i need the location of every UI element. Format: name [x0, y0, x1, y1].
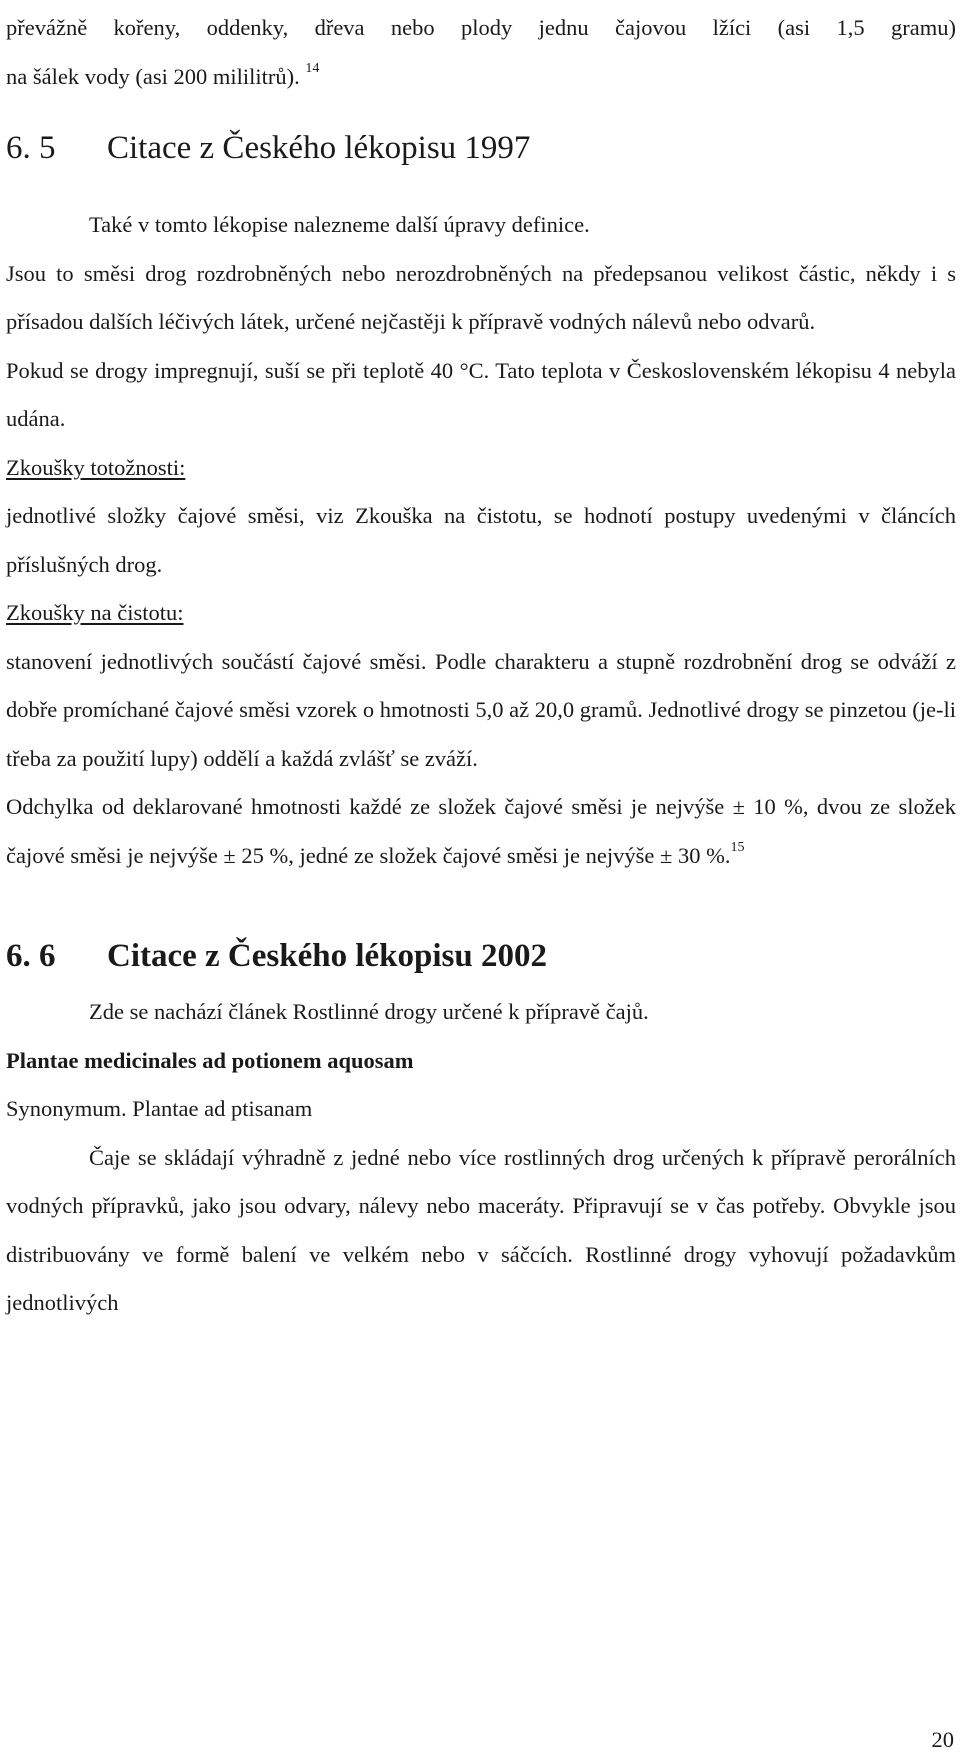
page-number: 20: [931, 1727, 954, 1752]
latin-title: Plantae medicinales ad potionem aquosam: [6, 1047, 414, 1073]
section-6-5-number: 6. 5: [6, 130, 56, 166]
deviation-text-body: Odchylka od deklarované hmotnosti každé ze složek čajové směsi je nejvýše ± 10 %, dvou ze složek čajové směsi je nejvýše ± 25 %, jedné ze složek čajové směsi je nejvýše ± 30 %.: [6, 794, 956, 868]
identity-heading-text: Zkoušky totožnosti:: [6, 454, 186, 480]
synonym-line: Synonymum. Plantae ad ptisanam: [6, 1096, 313, 1121]
section-6-5-lead: Také v tomto lékopise nalezneme další úpravy definice.: [89, 212, 590, 237]
identity-text: jednotlivé složky čajové směsi, viz Zkouška na čistotu, se hodnotí postupy uvedenými v článcích příslušných drog.: [6, 503, 956, 577]
intro-line-1: převážně kořeny, oddenky, dřeva nebo plody jednu čajovou lžíci (asi 1,5 gramu): [6, 15, 956, 40]
intro-line-2: [6, 53, 956, 102]
section-6-6-title: Citace z Českého lékopisu 2002: [107, 938, 547, 974]
purity-text: stanovení jednotlivých součástí čajové směsi. Podle charakteru a stupně rozdrobnění drog se odváží z dobře promíchané čajové směsi vzorek o hmotnosti 5,0 až 20,0 gramů. Jednotlivé drogy se pinzetou (je-li třeba za použití lupy) oddělí a každá zvlášť se zváží.: [6, 648, 956, 771]
section-6-5-drying: Pokud se drogy impregnují, suší se při teplotě 40 °C. Tato teplota v Československém lékopisu 4 nebyla udána.: [6, 357, 956, 431]
section-6-6-body: [6, 1134, 956, 1328]
section-6-5-title: Citace z Českého lékopisu 1997: [107, 130, 531, 166]
purity-heading-text: Zkoušky na čistotu:: [6, 600, 184, 625]
section-6-6-number: 6. 6: [6, 938, 56, 974]
section-6-6-body-text: Čaje se skládají výhradně z jedné nebo více rostlinných drog určených k přípravě perorálních vodných přípravků, jako jsou odvary, nálevy nebo maceráty. Připravují se v čas potřeby. Obvykle jsou distribuovány ve formě balení ve velkém nebo v sáčcích. Rostlinné drogy vyhovují požadavkům jednotlivých: [6, 1144, 956, 1315]
intro-line-2-text: na šálek vody (asi 200 mililitrů).: [6, 63, 300, 89]
footnote-ref-14: 14: [305, 60, 320, 76]
document-page: [6, 0, 956, 1328]
section-6-6-lead: Zde se nachází článek Rostlinné drogy určené k přípravě čajů.: [89, 999, 649, 1024]
section-6-6-heading: [6, 932, 956, 980]
footnote-ref-15: 15: [730, 839, 745, 855]
deviation-text: [6, 783, 956, 880]
purity-heading: [6, 589, 956, 638]
section-6-5-definition: Jsou to směsi drog rozdrobněných nebo nerozdrobněných na předepsanou velikost částic, někdy i s přísadou dalších léčivých látek, určené nejčastěji k přípravě vodných nálevů nebo odvarů.: [6, 260, 956, 334]
section-6-5-heading: [6, 124, 956, 172]
identity-heading: [6, 444, 956, 493]
